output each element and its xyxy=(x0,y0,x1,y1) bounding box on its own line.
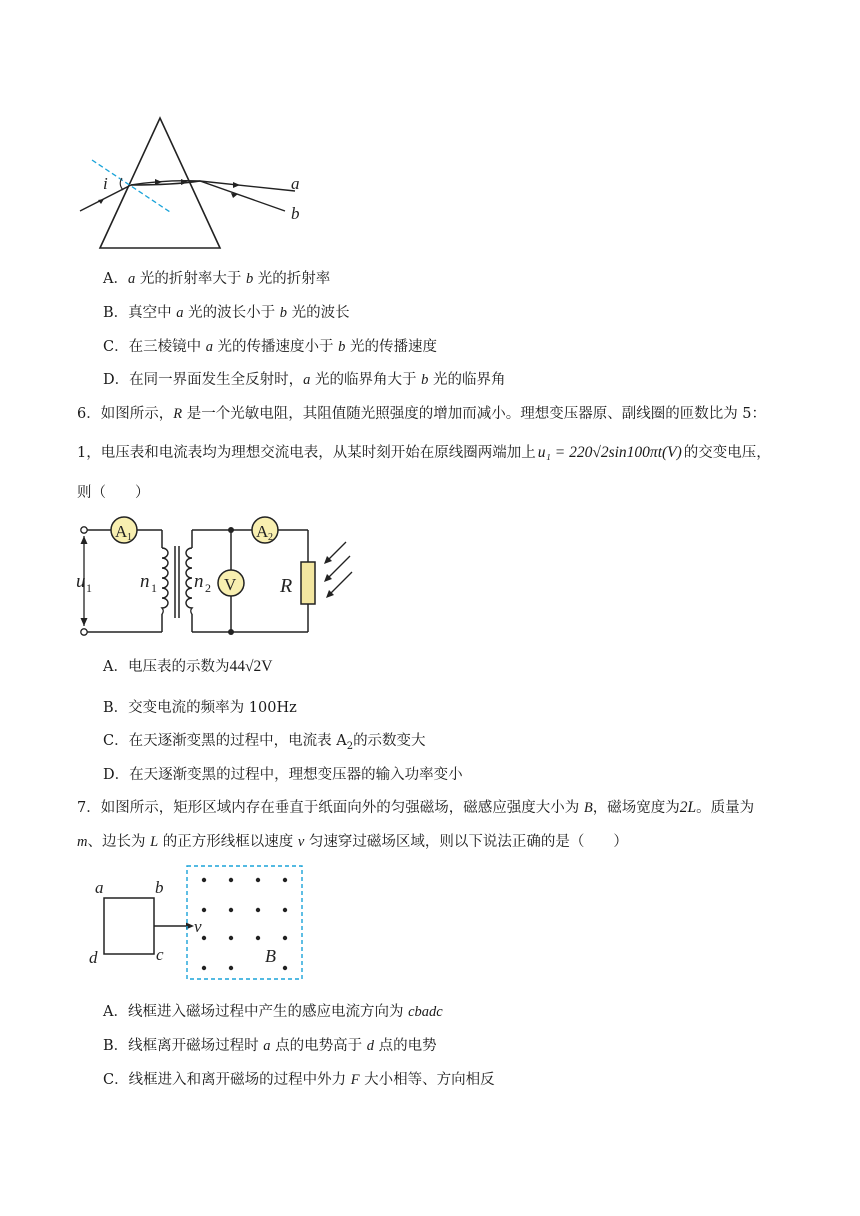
photoresistor xyxy=(301,562,315,604)
label-u1: u xyxy=(76,571,86,592)
q6-stem-line-3 xyxy=(77,483,150,503)
var-a: a xyxy=(303,372,311,388)
q6-option-b[interactable] xyxy=(103,698,297,718)
var-b: b xyxy=(279,305,287,321)
option-text: B．交变电流的频率为 100Hz xyxy=(103,700,297,716)
label-n2: n xyxy=(194,571,204,592)
q7-stem-line-2 xyxy=(77,832,628,852)
stem-text: ，磁场宽度为 xyxy=(592,800,680,816)
subscript: 2 xyxy=(346,740,354,752)
primary-coil xyxy=(162,548,168,614)
option-prefix: B．真空中 xyxy=(103,305,177,321)
terminal-top xyxy=(81,527,87,533)
option-text: 光的临界角 xyxy=(428,372,506,388)
circuit-figure xyxy=(74,512,359,640)
option-text: B．线框离开磁场过程时 xyxy=(103,1038,264,1054)
secondary-coil xyxy=(186,548,192,614)
option-prefix: D．在同一界面发生全反射时， xyxy=(103,372,304,388)
var-m: m xyxy=(77,834,88,850)
label-i: i xyxy=(103,174,108,193)
q7-option-a[interactable] xyxy=(103,1002,443,1022)
square-loop xyxy=(104,898,154,954)
q6-stem-line-1 xyxy=(77,404,766,424)
var-d: d xyxy=(366,1038,374,1054)
label-B: B xyxy=(265,946,276,966)
label-n1: n xyxy=(140,571,150,592)
option-text: 光的折射率大于 xyxy=(135,271,246,287)
q5-option-b[interactable] xyxy=(103,303,350,323)
option-prefix: C．在三棱镜中 xyxy=(103,339,206,355)
var-a: a xyxy=(263,1038,271,1054)
voltmeter-label: V xyxy=(224,575,237,594)
junction-top xyxy=(228,527,234,533)
option-text: D．在天逐渐变黑的过程中，理想变压器的输入功率变小 xyxy=(103,767,463,783)
option-text: C．在天逐渐变黑的过程中，电流表 A xyxy=(103,733,347,749)
ray-arrow-3 xyxy=(233,182,240,188)
q5-option-a[interactable] xyxy=(103,269,330,289)
stem-text: 则（ ） xyxy=(77,485,150,501)
light-ray xyxy=(328,572,352,596)
option-text: 光的传播速度小于 xyxy=(212,339,339,355)
var-B: B xyxy=(583,800,593,816)
voltage-formula: u₁ = 220√2sin100πt(V) xyxy=(537,444,682,461)
prism-figure xyxy=(70,108,320,256)
current-direction: cbadc xyxy=(408,1004,443,1020)
label-n1-sub: 1 xyxy=(151,581,157,595)
label-R: R xyxy=(280,575,293,597)
option-text: 光的临界角大于 xyxy=(310,372,422,388)
var-a: a xyxy=(205,339,213,355)
option-text: 大小相等、方向相反 xyxy=(359,1072,495,1088)
q7-stem-line-1 xyxy=(77,798,754,818)
ammeter-a2-sub: 2 xyxy=(268,532,273,543)
stem-text: 7．如图所示，矩形区域内存在垂直于纸面向外的匀强磁场，磁感应强度大小为 xyxy=(77,800,584,816)
label-a: a xyxy=(95,878,104,897)
q7-option-b[interactable] xyxy=(103,1036,437,1056)
stem-text: 匀速穿过磁场区域，则以下说法正确的是（ ） xyxy=(304,834,628,850)
q6-option-c[interactable] xyxy=(103,731,426,757)
option-text: 点的电势 xyxy=(373,1038,437,1054)
var-b: b xyxy=(421,372,429,388)
option-text: A．电压表的示数为 xyxy=(103,659,230,675)
field-figure xyxy=(84,860,309,985)
var-2L: 2L xyxy=(679,799,697,816)
stem-text: 是一个光敏电阻，其阻值随光照强度的增加而减小。理想变压器原、副线圈的匝数比为 5： xyxy=(182,406,767,422)
ammeter-a1-sub: 1 xyxy=(127,532,132,543)
var-F: F xyxy=(350,1072,360,1088)
option-text: 光的波长小于 xyxy=(183,305,280,321)
label-d: d xyxy=(89,948,98,967)
option-text: 光的折射率 xyxy=(253,271,331,287)
option-text: 光的波长 xyxy=(286,305,350,321)
junction-bottom xyxy=(228,629,234,635)
label-c: c xyxy=(156,945,164,964)
prism-triangle xyxy=(100,118,220,248)
option-text: C．线框进入和离开磁场的过程中外力 xyxy=(103,1072,351,1088)
stem-text: 的交变电压， xyxy=(683,445,771,461)
u1-arrow-up xyxy=(81,536,88,544)
q6-option-d[interactable] xyxy=(103,765,463,785)
stem-text: 的正方形线框以速度 xyxy=(158,834,298,850)
stem-text: 1，电压表和电流表均为理想交流电表，从某时刻开始在原线圈两端加上 xyxy=(77,445,536,461)
ray-arrow-2 xyxy=(181,179,188,185)
stem-text: 。质量为 xyxy=(696,800,755,816)
var-R: R xyxy=(173,406,183,422)
var-a: a xyxy=(176,305,184,321)
stem-text: 、边长为 xyxy=(87,834,151,850)
terminal-bottom xyxy=(81,629,87,635)
label-u1-sub: 1 xyxy=(86,581,92,595)
q5-option-c[interactable] xyxy=(103,337,437,357)
label-b: b xyxy=(155,878,164,897)
option-text: A．线框进入磁场过程中产生的感应电流方向为 xyxy=(103,1004,409,1020)
q6-option-a[interactable] xyxy=(103,657,272,677)
q6-stem-line-2 xyxy=(77,443,771,463)
var-b: b xyxy=(338,339,346,355)
label-a: a xyxy=(291,174,300,193)
var-b: b xyxy=(245,271,254,287)
voltage-value: 44√2V xyxy=(229,658,273,675)
ammeter-a1-label: A xyxy=(115,522,128,541)
refracted-ray-b xyxy=(131,181,285,211)
field-region xyxy=(187,866,302,979)
var-v: v xyxy=(297,834,305,850)
option-text: 点的电势高于 xyxy=(270,1038,367,1054)
label-v: v xyxy=(194,917,202,936)
option-text: 的示数变大 xyxy=(353,733,426,749)
q5-option-d[interactable] xyxy=(103,370,505,390)
u1-arrow-down xyxy=(81,618,88,626)
option-prefix: A． xyxy=(103,271,128,287)
var-L: L xyxy=(150,834,159,850)
stem-text: 6．如图所示， xyxy=(77,406,174,422)
option-text: 光的传播速度 xyxy=(345,339,438,355)
q7-option-c[interactable] xyxy=(103,1070,495,1090)
var-a: a xyxy=(127,271,136,287)
ammeter-a2-label: A xyxy=(256,522,269,541)
label-b: b xyxy=(291,204,300,223)
label-n2-sub: 2 xyxy=(205,581,211,595)
